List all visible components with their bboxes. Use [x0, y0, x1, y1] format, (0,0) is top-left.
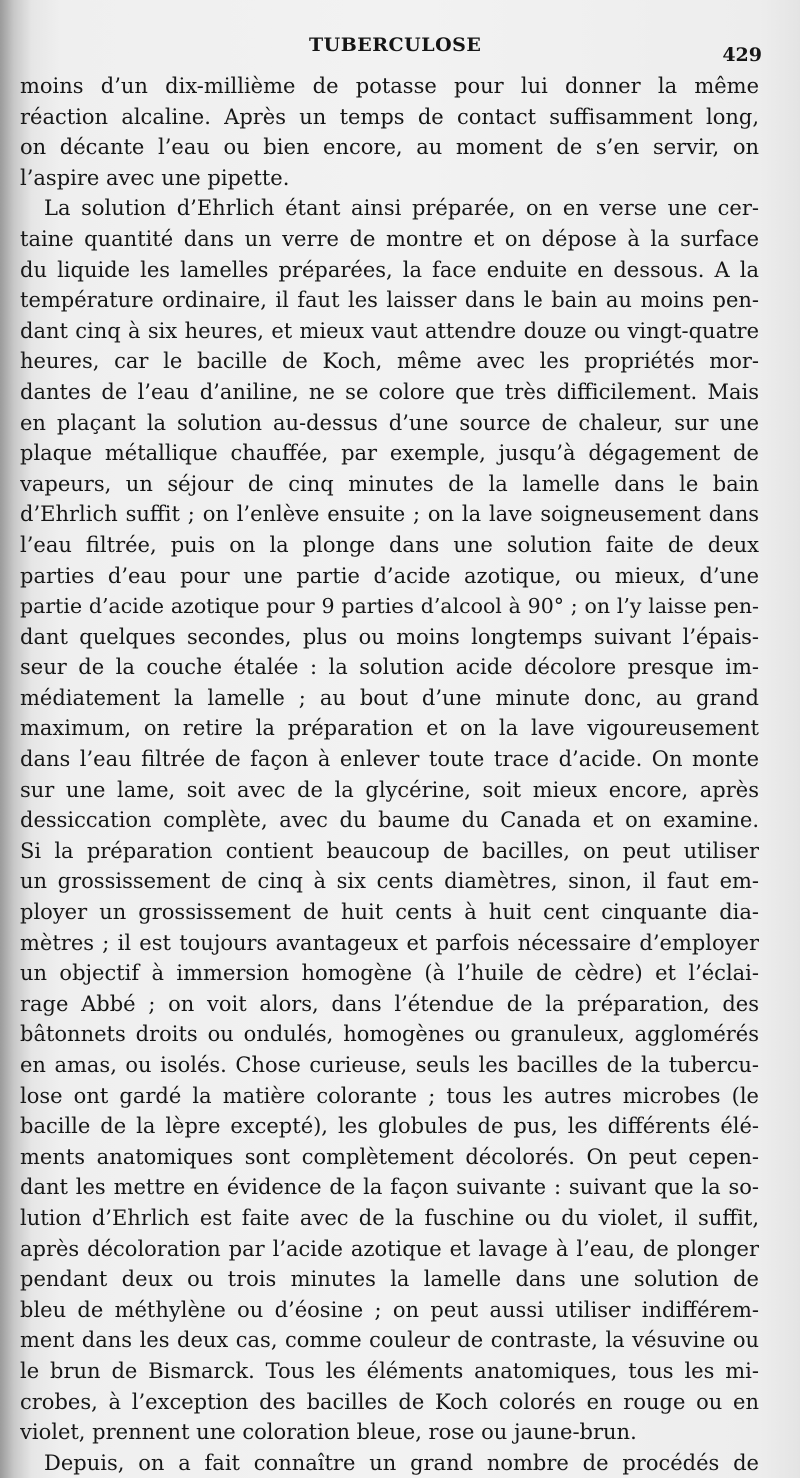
- text-line: dessiccation complète, avec du baume du Canada et on examine.: [20, 808, 759, 833]
- body-text: [20, 71, 759, 1478]
- text-line: un grossissement de cinq à six cents diamètres, sinon, il faut em-: [20, 869, 759, 894]
- text-line: on décante l’eau ou bien encore, au moment de s’en servir, on: [20, 135, 759, 160]
- text-line: après décoloration par l’acide azotique et lavage à l’eau, de plonger: [20, 1236, 759, 1261]
- text-line: heures, car le bacille de Koch, même avec les propriétés mor-: [20, 349, 759, 374]
- text-line: le brun de Bismarck. Tous les éléments anatomiques, tous les mi-: [20, 1358, 759, 1383]
- text-line: violet, prennent une coloration bleue, rose ou jaune-brun.: [20, 1420, 637, 1445]
- text-line: dans l’eau filtrée de façon à enlever toute trace d’acide. On monte: [20, 747, 759, 772]
- text-line: température ordinaire, il faut les laisser dans le bain au moins pen-: [20, 288, 759, 313]
- text-line: dantes de l’eau d’aniline, ne se colore que très difficilement. Mais: [20, 379, 759, 404]
- text-line: en amas, ou isolés. Chose curieuse, seuls les bacilles de la tubercu-: [20, 1053, 759, 1077]
- text-line: Si la préparation contient beaucoup de bacilles, on peut utiliser: [20, 838, 759, 863]
- text-line: d’Ehrlich suffit ; on l’enlève ensuite ; on la lave soigneusement dans: [20, 502, 759, 527]
- text-line: crobes, à l’exception des bacilles de Koch colorés en rouge ou en: [20, 1389, 759, 1414]
- text-line: dant quelques secondes, plus ou moins longtemps suivant l’épais-: [20, 624, 759, 649]
- page-header: [0, 34, 800, 64]
- running-head: TUBERCULOSE: [309, 34, 482, 56]
- text-line: seur de la couche étalée : la solution acide décolore presque im-: [20, 655, 759, 680]
- text-line: ployer un grossissement de huit cents à huit cent cinquante dia-: [20, 900, 759, 925]
- text-line: bleu de méthylène ou d’éosine ; on peut aussi utiliser indifférem-: [20, 1297, 759, 1322]
- text-line: maximum, on retire la préparation et on la lave vigoureusement: [20, 716, 759, 741]
- text-line: vapeurs, un séjour de cinq minutes de la lamelle dans le bain: [20, 471, 759, 496]
- text-line: réaction alcaline. Après un temps de contact suffisamment long,: [20, 104, 759, 129]
- text-line: médiatement la lamelle ; au bout d’une minute donc, au grand: [20, 685, 759, 710]
- text-line: bacille de la lèpre excepté), les globules de pus, les différents élé-: [20, 1114, 759, 1139]
- text-line: Depuis, on a fait connaître un grand nombre de procédés de: [44, 1450, 759, 1475]
- text-line: dant les mettre en évidence de la façon suivante : suivant que la so-: [20, 1175, 759, 1200]
- text-line: pendant deux ou trois minutes la lamelle dans une solution de: [20, 1267, 759, 1292]
- page-number: 429: [722, 44, 762, 66]
- text-line: moins d’un dix-millième de potasse pour lui donner la même: [20, 74, 759, 98]
- text-line: La solution d’Ehrlich étant ainsi préparée, on en verse une cer-: [44, 196, 759, 221]
- text-line: mètres ; il est toujours avantageux et parfois nécessaire d’employer: [20, 930, 759, 955]
- text-line: du liquide les lamelles préparées, la face enduite en dessous. A la: [20, 257, 759, 282]
- text-line: un objectif à immersion homogène (à l’huile de cèdre) et l’éclai-: [20, 961, 759, 986]
- text-line: taine quantité dans un verre de montre et on dépose à la surface: [20, 226, 759, 251]
- text-line: l’aspire avec une pipette.: [20, 165, 290, 190]
- text-line: ments anatomiques sont complètement décolorés. On peut cepen-: [20, 1144, 759, 1169]
- text-line: rage Abbé ; on voit alors, dans l’étendue de la préparation, des: [20, 991, 759, 1016]
- text-line: sur une lame, soit avec de la glycérine, soit mieux encore, après: [20, 777, 759, 802]
- text-line: lution d’Ehrlich est faite avec de la fuschine ou du violet, il suffit,: [20, 1205, 759, 1230]
- text-line: ment dans les deux cas, comme couleur de contraste, la vésuvine ou: [20, 1328, 759, 1353]
- text-line: partie d’acide azotique pour 9 parties d’alcool à 90° ; on l’y laisse pen-: [20, 594, 759, 619]
- text-line: bâtonnets droits ou ondulés, homogènes ou granuleux, agglomérés: [20, 1022, 759, 1047]
- text-line: plaque métallique chauffée, par exemple, jusqu’à dégagement de: [20, 441, 759, 466]
- text-line: dant cinq à six heures, et mieux vaut attendre douze ou vingt-quatre: [20, 318, 759, 343]
- text-line: en plaçant la solution au-dessus d’une source de chaleur, sur une: [20, 410, 759, 435]
- text-line: lose ont gardé la matière colorante ; tous les autres microbes (le: [20, 1083, 759, 1108]
- text-line: l’eau filtrée, puis on la plonge dans une solution faite de deux: [20, 532, 759, 557]
- text-line: parties d’eau pour une partie d’acide azotique, ou mieux, d’une: [20, 563, 759, 588]
